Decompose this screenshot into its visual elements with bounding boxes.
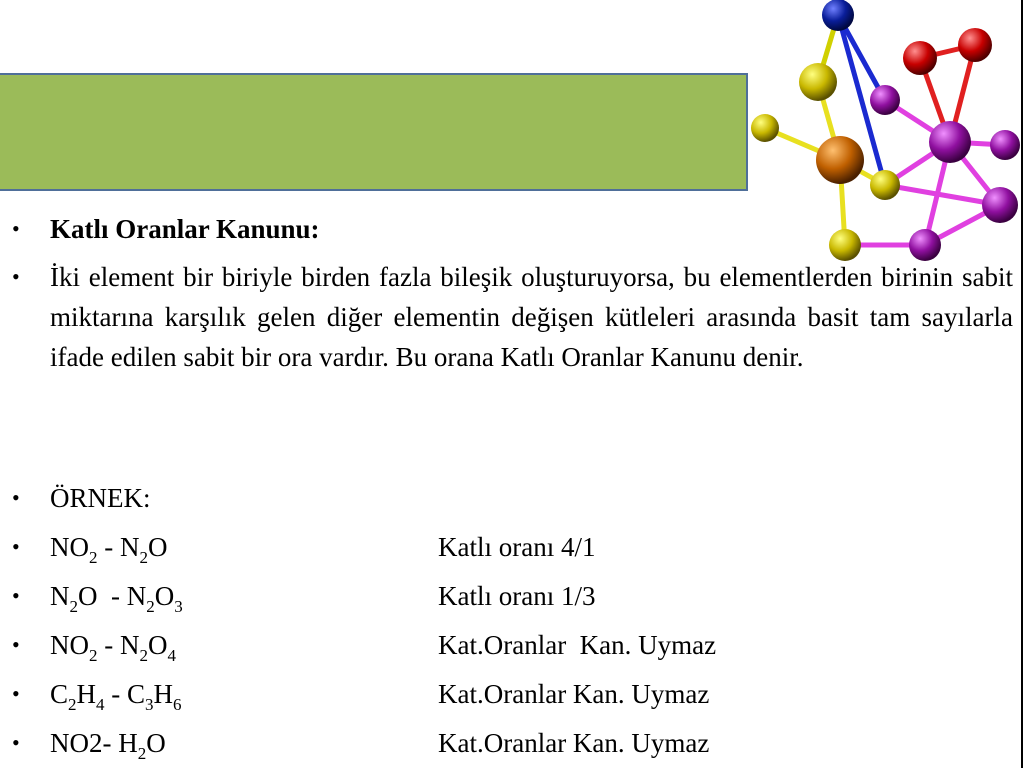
formula-part: N bbox=[50, 581, 70, 611]
formula-part: O bbox=[154, 581, 175, 611]
subscript: 2 bbox=[89, 548, 98, 567]
atom-red bbox=[958, 28, 992, 62]
atom-purple bbox=[982, 187, 1018, 223]
ratio-text: Kat.Oranlar Kan. Uymaz bbox=[438, 630, 717, 660]
formula-part: O bbox=[148, 532, 168, 562]
molecule-model-image bbox=[745, 0, 1024, 270]
formula-part: NO2- H bbox=[50, 728, 138, 758]
subscript: 2 bbox=[89, 646, 98, 665]
atom-purple bbox=[870, 85, 900, 115]
subscript: 4 bbox=[96, 695, 105, 714]
ratio-text: Katlı oranı 4/1 bbox=[438, 532, 596, 562]
subscript: 3 bbox=[174, 597, 183, 616]
formula-part: H bbox=[153, 679, 174, 709]
subscript: 2 bbox=[68, 695, 77, 714]
formula-part: NO bbox=[50, 532, 89, 562]
formula bbox=[50, 527, 168, 567]
formula bbox=[50, 576, 183, 616]
subscript: 2 bbox=[69, 597, 78, 616]
subscript: 2 bbox=[137, 744, 147, 763]
subscript: 6 bbox=[173, 695, 182, 714]
formula-part: C bbox=[50, 679, 69, 709]
subscript: 2 bbox=[139, 646, 148, 665]
atom-orange bbox=[816, 136, 864, 184]
subscript: 2 bbox=[139, 548, 148, 567]
ratio-text: Kat.Oranlar Kan. Uymaz bbox=[438, 728, 710, 758]
bullet-icon: • bbox=[12, 730, 20, 755]
bullet-icon: • bbox=[12, 264, 20, 289]
subscript: 3 bbox=[145, 695, 154, 714]
atom-yellow bbox=[751, 114, 779, 142]
formula bbox=[50, 674, 182, 714]
subscript: 4 bbox=[167, 646, 176, 665]
bullet-icon: • bbox=[12, 216, 20, 241]
definition-paragraph: İki element bir biriyle birden fazla bileşik oluşturuyorsa, bu elementlerden birinin sabit miktarına karşılık gelen diğer elementin değişen kütleleri arasında basit tam sayılarla ifade edilen sabit bir ora vardır. Bu orana Katlı Oranlar Kanunu denir. bbox=[50, 262, 1013, 372]
atom-purple bbox=[990, 130, 1020, 160]
atom-purple bbox=[929, 121, 971, 163]
atom-red bbox=[903, 41, 937, 75]
formula-part: - N bbox=[97, 630, 140, 660]
ratio-text: Katlı oranı 1/3 bbox=[438, 581, 596, 611]
formula-part: O bbox=[148, 630, 168, 660]
atom-yellow bbox=[870, 170, 900, 200]
heading-text: Katlı Oranlar Kanunu: bbox=[50, 214, 320, 244]
bullet-icon: • bbox=[12, 632, 20, 657]
formula bbox=[50, 625, 176, 665]
formula-part: O bbox=[146, 728, 166, 758]
title-bar bbox=[0, 73, 748, 191]
formula-part: H bbox=[76, 679, 97, 709]
atom-yellow bbox=[799, 63, 837, 101]
bullet-icon: • bbox=[12, 534, 20, 559]
bullet-icon: • bbox=[12, 681, 20, 706]
subscript: 2 bbox=[146, 597, 155, 616]
bullet-icon: • bbox=[12, 583, 20, 608]
formula-part: - C bbox=[104, 679, 146, 709]
bullet-icon: • bbox=[12, 485, 20, 510]
formula-part: O - N bbox=[78, 581, 147, 611]
formula-part: NO bbox=[50, 630, 89, 660]
example-label: ÖRNEK: bbox=[50, 483, 151, 513]
formula bbox=[50, 723, 166, 763]
ratio-text: Kat.Oranlar Kan. Uymaz bbox=[438, 679, 710, 709]
formula-part: - N bbox=[97, 532, 140, 562]
atom-blue bbox=[822, 0, 854, 31]
